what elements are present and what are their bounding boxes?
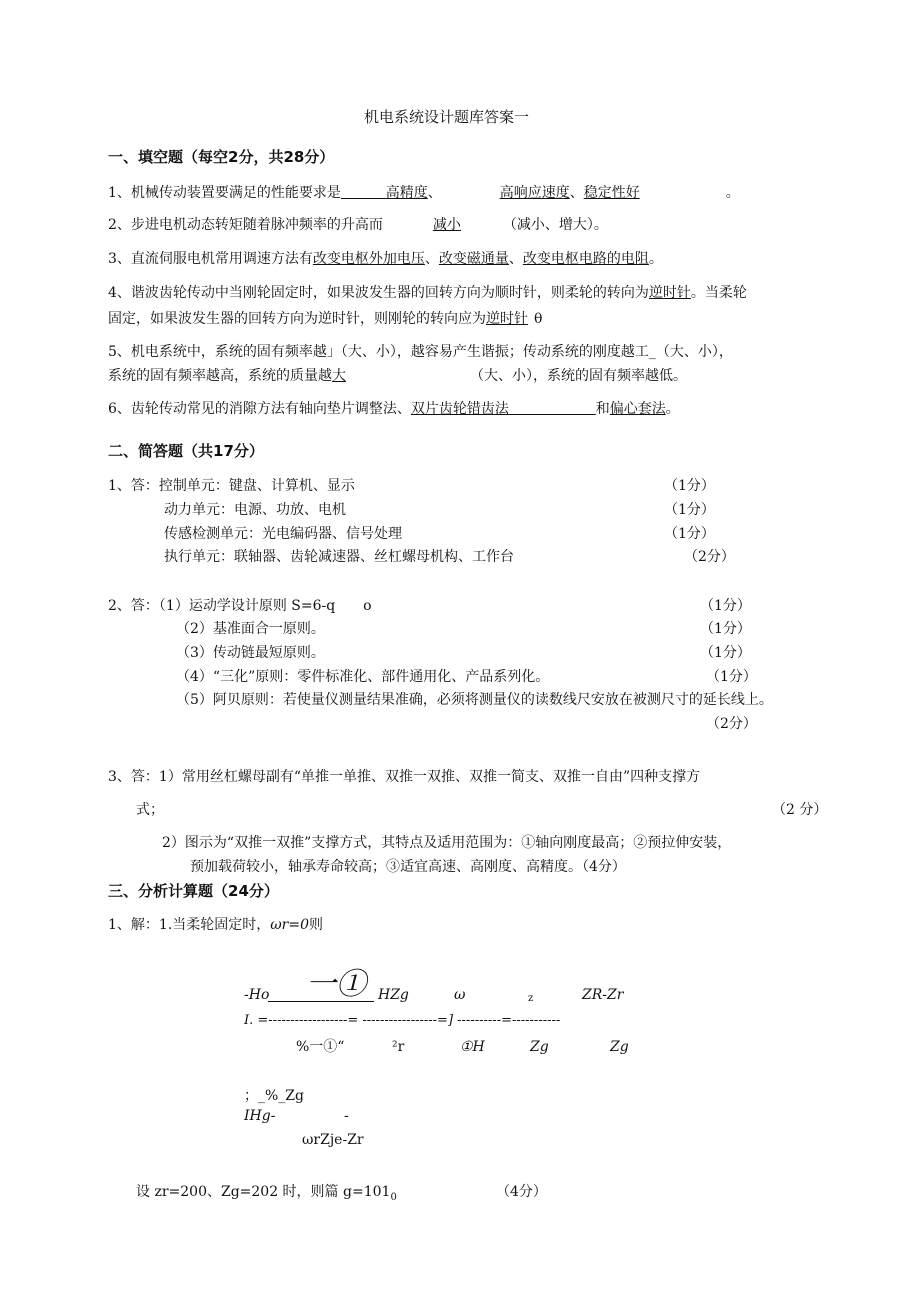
answer-2-line-3: （3）传动链最短原则。: [176, 645, 325, 661]
blank-2: 高响应速度: [499, 185, 570, 201]
answer-1-line-3: 传感检测单元：光电编码器、信号处理: [164, 526, 402, 542]
formula-r1-f: ZR-Zr: [582, 987, 624, 1003]
blank-q2: 减小: [432, 217, 461, 233]
answer-2-score-3: （1分）: [700, 645, 751, 661]
question-4-line-2: 固定，如果波发生器的回转方向为逆时针，则刚轮的转向应为逆时针 θ: [108, 311, 543, 327]
answer-2-score-4: （1分）: [706, 669, 757, 685]
question-2: 2、步进电机动态转矩随着脉冲频率的升高而 减小 （减小、增大）。: [108, 217, 608, 233]
formula-r5-b: -: [344, 1108, 349, 1124]
answer-1-score-4: （2分）: [684, 549, 735, 565]
formula-r4: ；_%_Zg: [244, 1088, 304, 1104]
solution-1-score: （4分）: [496, 1184, 547, 1200]
blank-q4-1: 逆时针: [648, 285, 691, 301]
answer-2-score-2: （1分）: [700, 621, 751, 637]
answer-1-line-2: 动力单元：电源、功放、电机: [164, 502, 346, 518]
solution-1-result: 设 zr=200、Zg=202 时，则篇 $g=101_0$: [136, 1184, 397, 1203]
blank-q3-2: 改变磁通量: [438, 251, 509, 267]
omega-condition: ωr=0: [270, 917, 310, 933]
answer-3-line-1: 3、答：1）常用丝杠螺母副有“单推一单推、双推一双推、双推一简支、双推一自由”四种支撑方: [108, 769, 701, 785]
formula-r3-d: Zg: [530, 1039, 549, 1055]
answer-2-score-5: （2分）: [706, 716, 757, 732]
answer-1-score-1: （1分）: [664, 478, 715, 494]
answer-1-score-3: （1分）: [664, 526, 715, 542]
answer-2-line-1: 2、答：（1）运动学设计原则 S=6-q o: [108, 598, 372, 614]
answer-2-score-1: （1分）: [700, 598, 751, 614]
blank-q6-1: 双片齿轮错齿法: [410, 401, 509, 417]
question-4-line-1: 4、谐波齿轮传动中当刚轮固定时，如果波发生器的回转方向为顺时针，则柔轮的转向为逆时针。当柔轮: [108, 285, 747, 301]
answer-2-line-2: （2）基准面合一原则。: [176, 621, 325, 637]
formula-r3-e: Zg: [610, 1039, 629, 1055]
formula-r1-e: z: [528, 993, 534, 1004]
answer-1-line-1: 1、答：控制单元：键盘、计算机、显示: [108, 478, 355, 494]
question-1: 1、机械传动装置要满足的性能要求是 高精度、 高响应速度、稳定性好 。: [108, 185, 740, 201]
section-heading-short-answer: 二、简答题（共17分）: [108, 442, 264, 460]
solution-1-intro: 1、解：1.当柔轮固定时，ωr=0则: [108, 917, 324, 933]
formula-r5-a: IHg-: [244, 1108, 276, 1124]
question-5-line-2: 系统的固有频率越高，系统的质量越大 （大、小），系统的固有频率越低。: [108, 368, 687, 384]
formula-r3-b: ²r: [392, 1039, 405, 1055]
blank-q6-2: 偏心套法: [609, 401, 666, 417]
section-heading-fill-blank: 一、填空题（每空2分，共28分）: [108, 148, 335, 166]
answer-3-line-2: 式；: [136, 802, 164, 818]
section-heading-calculation: 三、分析计算题（24分）: [108, 882, 279, 900]
question-6: 6、齿轮传动常见的消隙方法有轴向垫片调整法、双片齿轮错齿法 和偏心套法。: [108, 401, 680, 417]
question-3: 3、直流伺服电机常用调速方法有改变电枢外加电压、改变磁通量、改变电枢电路的电阻。: [108, 251, 663, 267]
blank-q3-3: 改变电枢电路的电阻: [522, 251, 649, 267]
blank-q4-2: 逆时针: [486, 311, 528, 327]
answer-2-line-4: （4）“三化”原则：零件标准化、部件通用化、产品系列化。: [176, 669, 550, 685]
formula-r1-a: -Hο: [244, 987, 270, 1003]
answer-3-line-4: 预加载荷较小，轴承寿命较高；③适宜高速、高刚度、高精度。（4分）: [190, 859, 626, 875]
formula-r2: I. =------------------= -----------------=] ----------=-----------: [244, 1013, 561, 1028]
blank-1: 高精度: [385, 185, 428, 201]
answer-3-line-3: 2）图示为“双推一双推”支撑方式，其特点及适用范围为：①轴向刚度最高；②预拉伸安装，: [162, 835, 732, 851]
blank-q5: 大: [332, 368, 346, 384]
page-title: 机电系统设计题库答案一: [364, 108, 530, 126]
answer-1-score-2: （1分）: [664, 502, 715, 518]
formula-r1-c: HZg: [378, 987, 409, 1003]
blank-q3-1: 改变电枢外加电压: [312, 251, 425, 267]
formula-r1-b: 一①: [306, 967, 366, 1002]
formula-r3-c: ①H: [460, 1039, 485, 1055]
answer-3-score-1: （2 分）: [772, 802, 828, 818]
answer-1-line-4: 执行单元：联轴器、齿轮减速器、丝杠螺母机构、工作台: [164, 549, 514, 565]
formula-r3-a: %一①“: [296, 1039, 345, 1055]
question-5-line-1: 5、机电系统中，系统的固有频率越」（大、小），越容易产生谐振；传动系统的刚度越工_（大、小），: [108, 344, 733, 360]
blank-3: 稳定性好: [583, 185, 640, 201]
formula-r6: ωrZje-Zr: [302, 1132, 364, 1148]
answer-2-line-5: （5）阿贝原则：若使量仪测量结果准确，必须将测量仪的读数线尺安放在被测尺寸的延长线上。: [176, 692, 773, 708]
formula-r1-d: ω: [454, 987, 466, 1003]
formula-fraction-bar: [268, 1001, 374, 1002]
